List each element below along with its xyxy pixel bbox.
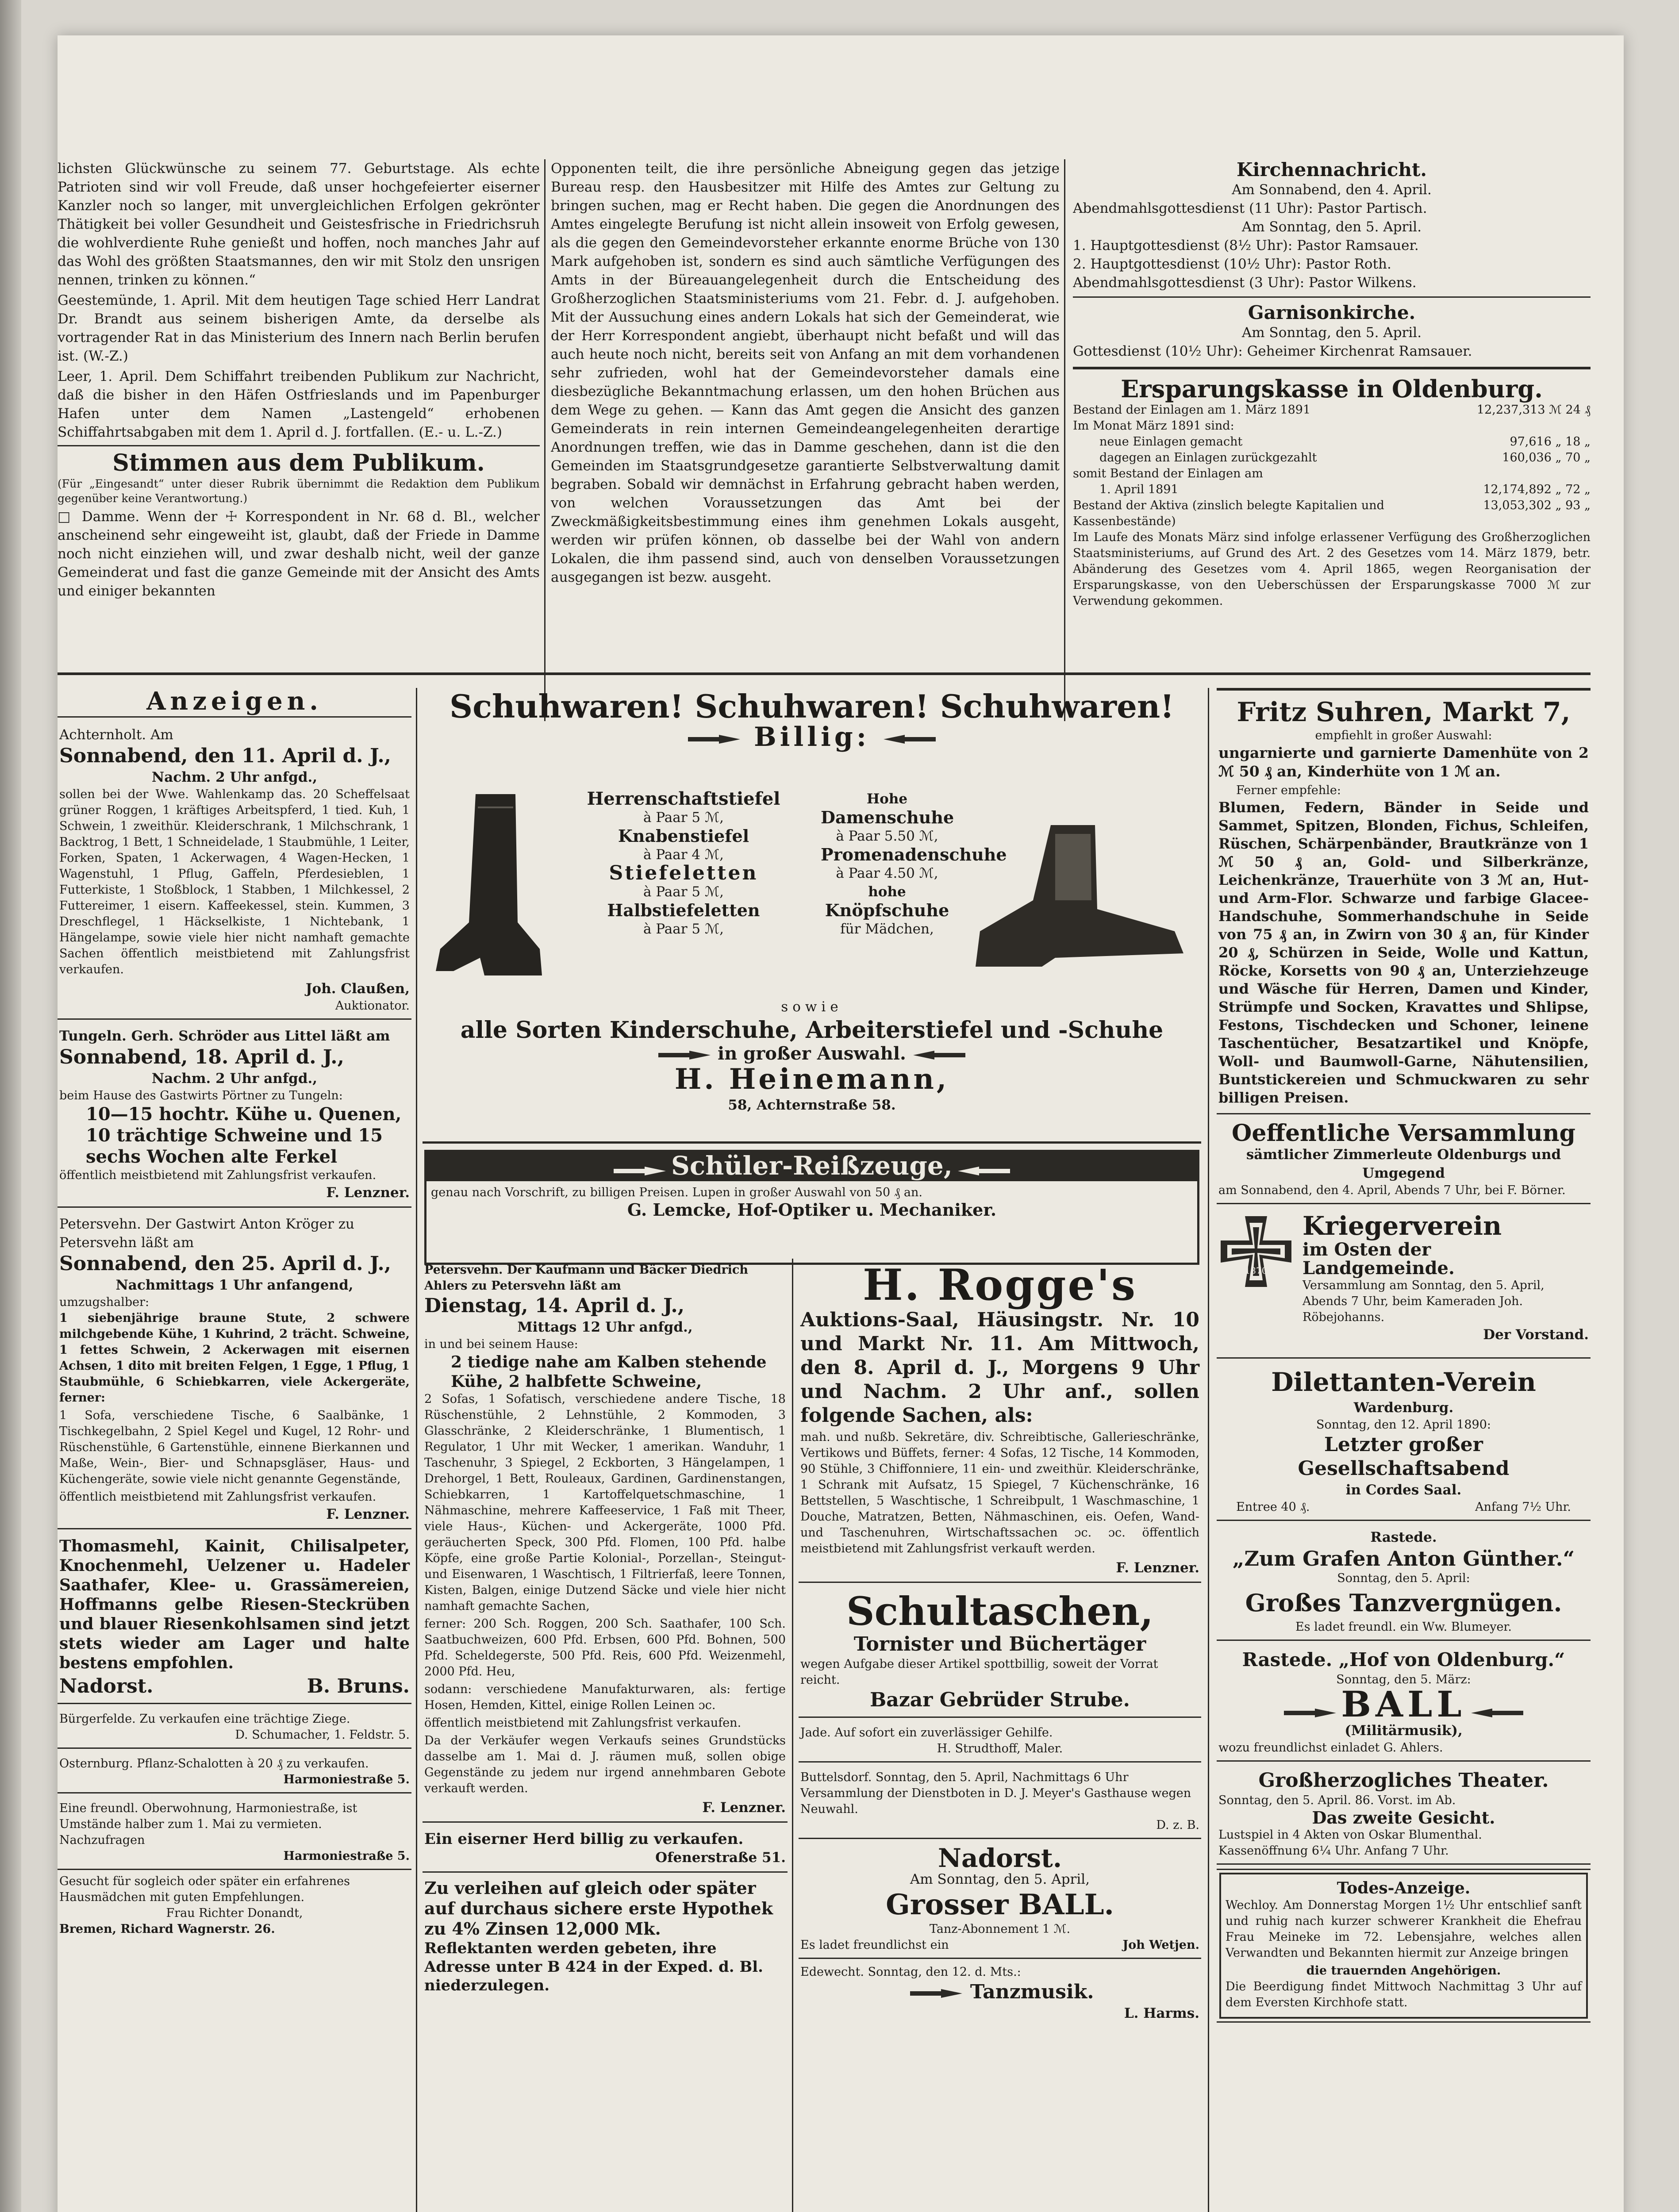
ad-versammlung: Oeffentliche Versammlung sämtlicher Zimmerleute Oldenburgs und Umgegend am Sonnabend, den 4. April, Abends 7 Uhr, bei F. Börner. <box>1217 1118 1591 1204</box>
ad-osternburg: Osternburg. Pflanz-Schalotten à 20 ₰ zu verkaufen. Harmoniestraße 5. <box>58 1752 411 1793</box>
church-line: 1. Hauptgottesdienst (8½ Uhr): Pastor Ramsauer. <box>1073 238 1419 253</box>
church-line: Am Sonntag, den 5. April. <box>1241 325 1422 341</box>
pointing-hand-icon <box>684 731 741 747</box>
news-paragraph: lichsten Glückwünsche zu seinem 77. Geburtstage. Als echte Patrioten sind wir voll Freude, daß unser hochgefeierter eiserner Kanzler noch so langer, mit unvergleichlichen Erfolgen gekrönter Thätigkeit bei voller Gesundheit und Geistesfrische in Friedrichsruh die wohlverdiente Ruhe genießt und hoffen, noch manches Jahr auf das Wohl des größten Staatsmannes, den wir mit Stolz den unsrigen nennen, trinken zu können.“ <box>58 161 540 288</box>
ad-hausmaedchen: Gesucht für sogleich oder später ein erfahrenes Hausmädchen mit guten Empfehlungen. Frau Richter Donandt, Bremen, Richard Wagnerstr. 26. <box>59 1874 350 1936</box>
ad-herd: Ein eiserner Herd billig zu verkaufen. Ofenerstraße 51. <box>423 1826 788 1873</box>
table-row: Bestand der Aktiva (zinslich belegte Kapitalien und Kassenbestände) 13,053,302 „ 93 „ <box>1073 499 1591 528</box>
pointing-hand-icon <box>912 1047 970 1063</box>
savings-title: Ersparungskasse in Oldenburg. <box>1121 375 1543 403</box>
boot-icon <box>427 790 546 984</box>
ad-hof-von-oldenburg: Rastede. „Hof von Oldenburg.“ Sonntag, den 5. März: BALL (Militärmusik), wozu freundlichst einladet G. Ahlers. <box>1217 1644 1591 1762</box>
column-rule <box>1064 159 1065 721</box>
savings-table <box>1073 402 1591 609</box>
pointing-hand-icon <box>906 1985 963 2001</box>
church-line: Gottesdienst (10½ Uhr): Geheimer Kirchenrat Ramsauer. <box>1073 343 1472 359</box>
ads-column-2-left <box>423 1259 788 2212</box>
ad-hypothek: Zu verleihen auf gleich oder später auf durchaus sichere erste Hypothek zu 4% Zinsen 12,000 Mk. Reflektanten werden gebeten, ihre Adresse unter B 424 in der Exped. d. Bl. niederzulegen. <box>424 1878 773 1994</box>
divider <box>1073 367 1591 369</box>
ad-jade: Jade. Auf sofort ein zuverlässiger Gehilfe. H. Strudthoff, Maler. <box>799 1721 1201 1763</box>
shoe-list-right: Hohe Damenschuhe à Paar 5.50 ℳ, Promenadenschuhe à Paar 4.50 ℳ, hohe Knöpfschuhe für Mädchen, <box>821 791 1007 937</box>
savings-note: Im Laufe des Monats März sind infolge erlassener Verfügung des Großherzoglichen Staatsministeriums, auf Grund des Art. 2 des Gesetzes vom 14. März 1879, betr. Abänderung des Gesetzes vom 4. April 1865, wegen Reorganisation der Ersparungskasse, von den Ueberschüssen der Ersparungskasse 7000 ℳ zur Verwendung gekommen. <box>1073 530 1591 608</box>
ad-suhren: Fritz Suhren, Markt 7, empfiehlt in großer Auswahl: ungarnierte und garnierte Damenhüte von 2 ℳ 50 ₰ an, Kinderhüte von 1 ℳ an. Ferner empfehle: Blumen, Federn, Bänder in Seide und Sammet, Spitzen, Blonden, Fichus, Schleifen, Rüschen, Schärpenbänder, Brautkränze von 1 ℳ 50 ₰ an, Gold- und Silberkränze, Leichenkränze, Trauerhüte von 3 ℳ an, Hut- und Arm-Flor. Schwarze und farbige Glacee-Handschuhe, Sommerhandschuhe in Seide von 75 ₰ an, in Zwirn von 30 ₰ an, für Kinder 20 ₰, Schürzen in Seide, Wolle und Kattun, Röcke, Korsetts von 90 ₰ an, Unterziehzeuge und Wäsche für Herren, Damen und Kinder, Strümpfe und Socken, Kravattes und Shlipse, Festons, Tischdecken und Schoner, leinene Taschentücher, Besatzartikel und Knöpfe, Woll- und Baumwoll-Garne, Nähutensilien, Buntstickereien und Schmuckwaren zu sehr billigen Preisen. <box>1217 688 1591 1114</box>
ad-nadorst-ball: Nadorst. Am Sonntag, den 5. April, Grosser BALL. Tanz-Abonnement 1 ℳ. Es ladet freundlichst ein Joh Wetjen. <box>799 1843 1201 1959</box>
shoe-list-left: Herrenschaftstiefel à Paar 5 ℳ, Knabenstiefel à Paar 4 ℳ, Stiefeletten à Paar 5 ℳ, Halbstiefeletten à Paar 5 ℳ, <box>587 788 780 937</box>
column-rule <box>416 688 417 2212</box>
ad-strube: Schultaschen, Tornister und Büchertäger wegen Aufgabe dieser Artikel spottbillig, soweit der Vorrat reicht. Bazar Gebrüder Strube. <box>799 1586 1201 1718</box>
ad-rogge: H. Rogge's Auktions-Saal, Häusingstr. Nr. 10 und Markt Nr. 11. Am Mittwoch, den 8. April d. J., Morgens 9 Uhr und Nachm. 2 Uhr anf., sollen folgende Sachen, als: mah. und nußb. Sekretäre, div. Schreibtische, Gallerieschränke, Vertikows und Büffets, ferner: 4 Sofas, 12 Tische, 14 Kommoden, 90 Stühle, 3 Chiffonniere, 11 ein- und zweithür. Kleiderschränke, 1 Schrank mit Aufsatz, 15 Spiegel, 7 Küchenschränke, 16 Bettstellen, 5 Waschtische, 1 Schreibpult, 1 Waschmaschine, 1 Douche, Matratzen, Betten, Nähmaschinen, eis. Oefen, Wand- und Taschenuhren, Wirtschaftssachen ɔc. ɔc. öffentlich meistbietend mit Zahlungsfrist verkauft werden. F. Lenzner. <box>799 1259 1201 1583</box>
shoe-icon <box>967 821 1188 971</box>
ad-kriegerverein: 1870 Kriegerverein im Osten der Landgemeinde. Versammlung am Sonntag, den 5. April, Abends 7 Uhr, beim Kameraden Joh. Röbejohanns. Der Vorstand. <box>1217 1208 1591 1359</box>
ad-todesanzeige: Todes-Anzeige. Wechloy. Am Donnerstag Morgen 1½ Uhr entschlief sanft und ruhig nach kurzer schwerer Krankheit die Ehefrau Frau Meineke im 72. Lebensjahre, welches allen Verwandten und Bekannten hiermit zur Anzeige bringen die trauernden Angehörigen. Die Beerdigung findet Mittwoch Nachmittag 3 Uhr auf dem Eversten Kirchhofe statt. <box>1219 1873 1588 2019</box>
ads-column-2 <box>423 688 1201 2212</box>
ad-ahlers: Petersvehn. Der Kaufmann und Bäcker Diedrich Ahlers zu Petersvehn läßt am Dienstag, 14. April d. J., Mittags 12 Uhr anfgd., in und bei seinem Hause: 2 tiedige nahe am Kalben stehende Kühe, 2 halbfette Schweine, 2 Sofas, 1 Sofatisch, verschiedene andere Tische, 18 Rüschenstühle, 2 Lehnstühle, 2 Kommoden, 3 Glasschränke, 2 Kleiderschränke, 1 Blumentisch, 1 Regulator, 1 Uhr mit Wecker, 1 amerikan. Wanduhr, 1 Taschenuhr, 3 Spiegel, 2 Eckborten, 3 Hängelampen, 1 Drehorgel, 1 Bett, Rouleaux, Gardinen, Gardinenstangen, Schiebkarren, 1 Kartoffelquetschmaschine, 1 Nähmaschine, mehrere Kaffeeservice, 1 Faß mit Theer, viele Haus-, Küchen- und Ackergeräte, 1000 Pfd. geräucherten Speck, 300 Pfd. Flomen, 100 Pfd. halbe Köpfe, eine große Partie Kolonial-, Porzellan-, Steingut- und Eisenwaren, 1 Waschtisch, 1 Filtrierfaß, leere Tonnen, Kisten, Balgen, einige Dutzend Säcke und viele hier nicht namhaft gemachte Sachen, ferner: 200 Sch. Roggen, 200 Sch. Saathafer, 100 Sch. Saatbuchweizen, 600 Pfd. Erbsen, 600 Pfd. Bohnen, 500 Pfd. Scheldegerste, 500 Pfd. Reis, 600 Pfd. Weizenmehl, 2000 Pfd. Heu, sodann: verschiedene Manufakturwaren, als: fertige Hosen, Hemden, Kittel, einige Rollen Leinen ɔc. öffentlich meistbietend mit Zahlungsfrist verkaufen. Da der Verkäufer wegen Verkaufs seines Grundstücks dasselbe am 1. Mai d. J. räumen muß, sollen obige Gegenstände zu jedem nur irgend annehmbaren Gebote verkauft werden. F. Lenzner. <box>423 1259 788 1823</box>
ad-oberwohnung: Eine freundl. Oberwohnung, Harmoniestraße, ist Umstände halber zum 1. Mai zu vermieten. Nachzufragen Harmoniestraße 5. <box>58 1797 411 1870</box>
news-paragraph: Leer, 1. April. Dem Schiffahrt treibenden Publikum zur Nachricht, daß die bisher in den Häfen Ostfrieslands und im Papenburger Hafen unter dem Namen „Lastengeld“ erhobenen Schiffahrtsabgaben mit dem 1. April d. J. fortfallen. (E.- u. L.-Z.) <box>58 369 540 440</box>
church-line: Am Sonnabend, den 4. April. <box>1232 182 1432 198</box>
table-row: somit Bestand der Einlagen am <box>1073 467 1263 480</box>
ad-achternholt: Achternholt. Am Sonnabend, den 11. April d. J., Nachm. 2 Uhr anfgd., sollen bei der Wwe. Wahlenkamp das. 20 Scheffelsaat grüner Roggen, 1 kräftiges Arbeitspferd, 1 tied. Kuh, 1 Schwein, 1 zweithür. Kleiderschrank, 1 Milchschrank, 1 Backtrog, 1 Bett, 1 Schneidelade, 1 Staubmühle, 1 Leiter, Forken, Spaten, 1 Ackerwagen, 4 Wagen-Hecken, 1 Wagenstuhl, 1 Pflug, Gaffeln, Pferdesieblen, 1 Futterkiste, 1 Stoßblock, 1 Stabben, 1 Milchkessel, 2 Futtereimer, 1 eisern. Kaffeekessel, stein. Kummen, 3 Dreschflegel, 1 Häckselkiste, 1 Nichtebank, 1 Hängelampe, sowie viele hier nicht namhaft gemachte Sachen öffentlich meistbietend mit Zahlungsfrist verkaufen. Joh. Claußen, Auktionator. <box>58 722 411 1020</box>
ad-headline: Schuhwaren! Schuhwaren! Schuhwaren! <box>450 688 1174 725</box>
news-paragraph: Opponenten teilt, die ihre persönliche Abneigung gegen das jetzige Bureau resp. den Hausbesitzer mit Hilfe des Amtes zur Geltung zu bringen suchen, mag er Recht haben. Die gegen die Anordnungen des Amtes eingelegte Berufung ist nicht allein insoweit von Erfolg gewesen, als die gegen den Gemeindevorsteher erkannte enorme Brüche von 130 Mark aufgehoben ist, sondern es sind auch sämtliche Verfügungen des Amts in der Büreauangelegenheit durch die Entscheidung des Großherzoglichen Staatsministeriums vom 21. Febr. d. J. aufgehoben. Mit der Aussuchung eines andern Lokals hat sich der Gemeinderat, wie der Herr Korrespondent angiebt, überhaupt nicht befaßt und will das auch heute noch nicht, bereits seit von Anfang an mit dem vorhandenen sehr zufrieden, wohl hat der Gemeindevorsteher damals eine diesbezügliche Bekanntmachung erlassen, um den hohen Brüchen aus dem Wege zu gehen. — Kann das Amt gegen die Ansicht des ganzen Gemeinderats in rein internen Gemeindeangelegenheiten derartige Anordnungen treffen, wie das in Damme geschehen, dann ist die den Gemeinden im Staatsgrundgesetze garantierte Selbstverwaltung damit begraben. Sobald wir demnächst in Erfahrung gebracht haben werden, von welchen Voraussetzungen das Amt bei der Zweckmäßigkeitsbestimmung eines ihm genehmen Lokals ausgeht, werden wir prüfen können, ob dasselbe bei der Wahl von andern Lokalen, die ihm passend sind, auch von denselben Voraussetzungen ausgegangen ist bezw. ausgeht. <box>551 161 1060 585</box>
column-rule <box>792 1259 793 2212</box>
divider <box>58 445 540 446</box>
table-row: 1. April 1891 12,174,892 „ 72 „ <box>1099 483 1591 496</box>
ads-column-2-right <box>799 1259 1201 2212</box>
ads-column-3 <box>1217 688 1591 2212</box>
church-line: 2. Hauptgottesdienst (10½ Uhr): Pastor Roth. <box>1073 256 1391 272</box>
divider <box>58 716 411 718</box>
pointing-hand-icon <box>654 1047 711 1063</box>
ads-title: Anzeigen. <box>146 688 323 716</box>
church-title: Kirchennachricht. <box>1236 159 1427 180</box>
iron-cross-icon: 1870 <box>1218 1214 1294 1289</box>
table-row: neue Einlagen gemacht 97,616 „ 18 „ <box>1099 435 1591 449</box>
pointing-hand-icon <box>1470 1705 1528 1721</box>
newspaper-page <box>58 35 1624 2212</box>
ad-tungeln: Tungeln. Gerh. Schröder aus Littel läßt am Sonnabend, 18. April d. J., Nachm. 2 Uhr anfgd., beim Hause des Gastwirts Pörtner zu Tungeln: 10—15 hochtr. Kühe u. Quenen, 10 trächtige Schweine und 15 sechs Wochen alte Ferkel öffentlich meistbietend mit Zahlungsfrist verkaufen. F. Lenzner. <box>58 1023 411 1208</box>
pointing-hand-icon <box>1279 1705 1337 1721</box>
ad-anton-guenther: Rastede. „Zum Grafen Anton Günther.“ Sonntag, den 5. April: Großes Tanzvergnügen. Es ladet freundl. ein Ww. Blumeyer. <box>1217 1525 1591 1641</box>
ad-edewecht: Edewecht. Sonntag, den 12. d. Mts.: Tanzmusik. L. Harms. <box>800 1965 1199 2021</box>
news-column-2 <box>551 159 1060 721</box>
ad-petersvehn-kroeger: Petersvehn. Der Gastwirt Anton Kröger zu Petersvehn läßt am Sonnabend, den 25. April d. J., Nachmittags 1 Uhr anfangend, umzugshalber: 1 siebenjährige braune Stute, 2 schwere milchgebende Kühe, 1 Kuhrind, 2 trächt. Schweine, 1 fettes Schwein, 2 Ackerwagen mit eisernen Achsen, 1 dito mit breiten Felgen, 1 Egge, 1 Pflug, 1 Staubmühle, 6 Schiebkarren, viele Ackergeräte, ferner: 1 Sofa, verschiedene Tische, 6 Saalbänke, 1 Tischkegelbahn, 2 Spiel Kegel und Kugel, 12 Rohr- und Rüschenstühle, 6 Gartenstühle, einnene Bierkannen und Maße, Wein-, Bier- und Schnapsgläser, Haus- und Küchengeräte, sowie viele nicht genannte Gegenstände, öffentlich meistbietend mit Zahlungsfrist verkaufen. F. Lenzner. <box>58 1211 411 1529</box>
ad-buttelsdorf: Buttelsdorf. Sonntag, den 5. April, Nachmittags 6 Uhr Versammlung der Dienstboten in D. J. Meyer's Gasthause wegen Neuwahl. D. z. B. <box>799 1766 1201 1839</box>
section-divider <box>58 672 1591 675</box>
table-row: Bestand der Einlagen am 1. März 1891 12,237,313 ℳ 24 ₰ <box>1073 403 1591 417</box>
ad-buergerfelde: Bürgerfelde. Zu verkaufen eine trächtige Ziege. D. Schumacher, 1. Feldstr. 5. <box>58 1708 411 1749</box>
pointing-hand-icon <box>957 1163 1014 1179</box>
divider <box>1073 296 1591 298</box>
news-column-1 <box>58 159 540 721</box>
table-row: Im Monat März 1891 sind: <box>1073 419 1234 433</box>
pointing-hand-icon <box>883 731 940 747</box>
news-paragraph: Geestemünde, 1. April. Mit dem heutigen Tage schied Herr Landrat Dr. Brandt aus seinem bisherigen Amte, da derselbe als vortragender Rat in das Ministerium des Innern nach Berlin berufen ist. (W.-Z.) <box>58 292 540 364</box>
news-paragraph: □ Damme. Wenn der ☩ Korrespondent in Nr. 68 d. Bl., welcher anscheinend sehr eingeweiht ist, glaubt, daß der Friede in Damme noch nicht einziehen will, und zwar deshalb nicht, weil der ganze Gemeinderat und fast die ganze Gemeinde mit der Ansicht des Amts und einiger bekannten <box>58 509 540 599</box>
pointing-hand-icon <box>609 1163 667 1179</box>
church-line: Abendmahlsgottesdienst (11 Uhr): Pastor Partisch. <box>1073 200 1427 216</box>
book-binding <box>0 0 21 2212</box>
garrison-title: Garnisonkirche. <box>1248 302 1416 323</box>
editorial-note: (Für „Eingesandt“ unter dieser Rubrik übernimmt die Redaktion dem Publikum gegenüber keine Verantwortung.) <box>58 477 540 505</box>
ad-lemcke: Schüler-Reißzeuge, genau nach Vorschrift, zu billigen Preisen. Lupen in großer Auswahl von 50 ₰ an. G. Lemcke, Hof-Optiker u. Mechaniker. <box>424 1150 1199 1265</box>
church-line: Am Sonntag, den 5. April. <box>1241 219 1422 235</box>
news-column-3 <box>1073 159 1591 721</box>
column-rule <box>1208 688 1209 2212</box>
ad-dilettanten: Dilettanten-Verein Wardenburg. Sonntag, den 12. April 1890: Letzter großer Gesellschaftsabend in Cordes Saal. Entree 40 ₰. Anfang 7½ Uhr. <box>1217 1362 1591 1521</box>
column-rule <box>544 159 546 721</box>
table-row: dagegen an Einlagen zurückgezahlt 160,036 „ 70 „ <box>1099 451 1591 465</box>
ads-column-1 <box>58 688 411 2212</box>
church-line: Abendmahlsgottesdienst (3 Uhr): Pastor Wilkens. <box>1073 275 1417 291</box>
ad-heinemann: Schuhwaren! Schuhwaren! Schuhwaren! Billig: Herrenschaftstiefel à Paar 5 ℳ, Knabenstiefel à Paar 4 ℳ, Stiefeletten à Paar 5 ℳ, Halbstiefeletten à Paar 5 ℳ, Hohe Damenschuhe à Paar 5.50 ℳ, Promenadenschuhe à Paar 4.50 ℳ, hohe Knöpfschuhe für Mädchen, sowie alle Sorten Kinderschuhe, Arbeiterstiefel und -Schuhe in großer Auswahl. H. Heinemann, 58, Achternstraße 58. <box>423 688 1201 1144</box>
section-title: Stimmen aus dem Publikum. <box>112 449 485 476</box>
ad-theater: Großherzogliches Theater. Sonntag, den 5. April. 86. Vorst. im Ab. Das zweite Gesicht. Lustspiel in 4 Akten von Oskar Blumenthal. Kassenöffnung 6¼ Uhr. Anfang 7 Uhr. <box>1217 1765 1591 1865</box>
ad-bruns: Thomasmehl, Kainit, Chilisalpeter, Knochenmehl, Uelzener u. Hadeler Saathafer, Klee- u. Grassämereien, Hoffmanns gelbe Riesen-Steckrüben und blauer Riesenkohlsamen sind jetzt stets wieder am Lager und halte bestens empfohlen. Nadorst. B. Bruns. <box>58 1533 411 1704</box>
